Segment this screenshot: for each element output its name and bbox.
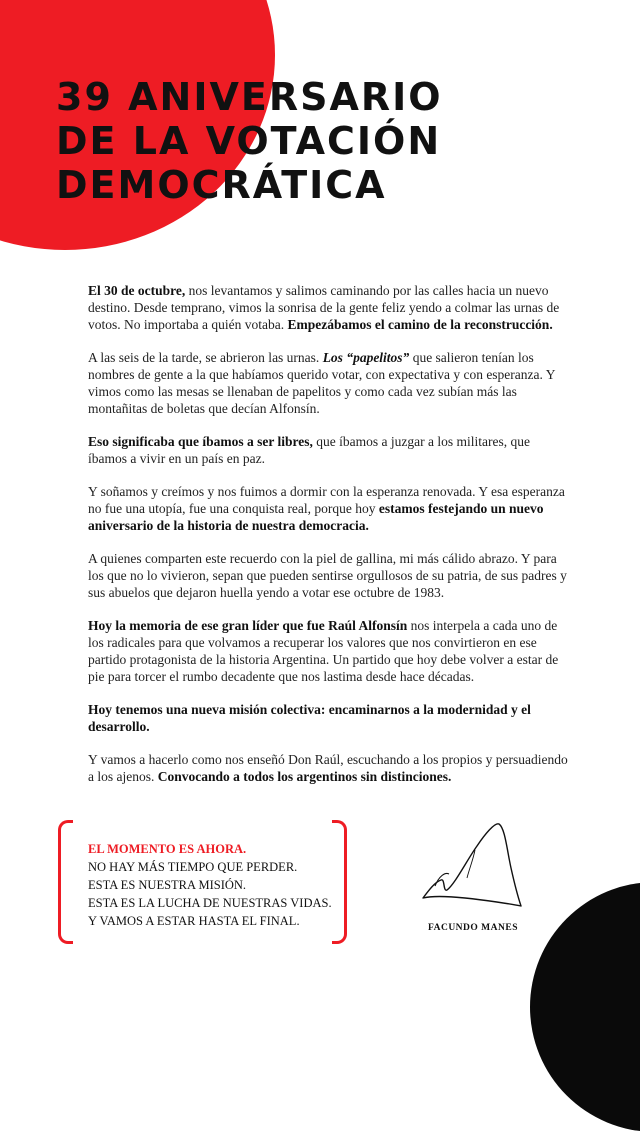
text-run: que íbamos a juzgar a los militares, que íbamos a vivir en un país en paz. — [88, 434, 530, 466]
text-run: Eso significaba que íbamos a ser libres, — [88, 434, 313, 449]
text-run: Hoy la memoria de ese gran líder que fue Raúl Alfonsín — [88, 618, 408, 633]
closing-line-4: Y VAMOS A ESTAR HASTA EL FINAL. — [88, 914, 300, 928]
text-run: Y soñamos y creímos y nos fuimos a dormir con la esperanza renovada. Y esa esperanza no fue una utopía, fue una conquista real, porque hoy — [88, 484, 565, 516]
title-line-1: 39 ANIVERSARIO — [56, 75, 443, 119]
text-run: Los “papelitos” — [322, 350, 410, 365]
text-run: Y vamos a hacerlo como nos enseñó Don Raúl, escuchando a los propios y persuadiendo a los ajenos. — [88, 752, 568, 784]
paragraph-convocando — [88, 751, 568, 785]
paragraph-recuerdo — [88, 550, 568, 601]
page-title — [56, 75, 443, 207]
paragraph-urnas — [88, 349, 568, 417]
text-run: Empezábamos el camino de la reconstrucción. — [287, 317, 553, 332]
black-circle-decoration — [530, 882, 640, 1132]
signer-name: FACUNDO MANES — [428, 923, 518, 933]
text-run: A quienes comparten este recuerdo con la piel de gallina, mi más cálido abrazo. Y para los que no lo vivieron, sepan que pueden sentirse orgullosos de su patria, de sus padres y sus abuelos que dejaron huella yendo a votar ese octubre de 1983. — [88, 551, 567, 600]
signature-graphic — [415, 820, 525, 915]
closing-line-3: ESTA ES LA LUCHA DE NUESTRAS VIDAS. — [88, 896, 332, 910]
closing-statement — [88, 840, 338, 930]
closing-lead: EL MOMENTO ES AHORA. — [88, 842, 247, 856]
closing-line-2: ESTA ES NUESTRA MISIÓN. — [88, 878, 247, 892]
closing-line-1: NO HAY MÁS TIEMPO QUE PERDER. — [88, 860, 298, 874]
text-run: que salieron tenían los nombres de gente a la que habíamos querido votar, con expectativa y con esperanza. Y vimos como las mesas se llenaban de papelitos y como cada vez subían más las montañitas de boletas que decían Alfonsín. — [88, 350, 556, 416]
title-line-3: DEMOCRÁTICA — [56, 163, 387, 207]
text-run: A las seis de la tarde, se abrieron las urnas. — [88, 350, 323, 365]
body-text — [88, 282, 568, 801]
paragraph-30-octubre — [88, 282, 568, 333]
paragraph-mision — [88, 701, 568, 735]
title-line-2: DE LA VOTACIÓN — [56, 119, 442, 163]
text-run: Convocando a todos los argentinos sin distinciones. — [157, 769, 452, 784]
text-run: estamos festejando un nuevo aniversario de la historia de nuestra democracia. — [88, 501, 544, 533]
paragraph-esperanza — [88, 483, 568, 534]
text-run: nos interpela a cada uno de los radicales para que volvamos a recuperar los valores que nos convirtieron en ese partido protagonista de la historia Argentina. Un partido que hoy debe volver a estar de pie para torcer el rumbo decadente que nos lastima desde hace décadas. — [88, 618, 559, 684]
paragraph-libres — [88, 433, 568, 467]
paragraph-alfonsin — [88, 617, 568, 685]
left-bracket — [58, 820, 73, 944]
text-run: nos levantamos y salimos caminando por las calles hacia un nuevo destino. Desde temprano, vimos la sonrisa de la gente feliz yendo a colmar las urnas de votos. No importaba a quién votaba. — [88, 283, 560, 332]
text-run: El 30 de octubre, — [88, 283, 186, 298]
text-run: Hoy tenemos una nueva misión colectiva: encaminarnos a la modernidad y el desarrollo. — [88, 702, 531, 734]
